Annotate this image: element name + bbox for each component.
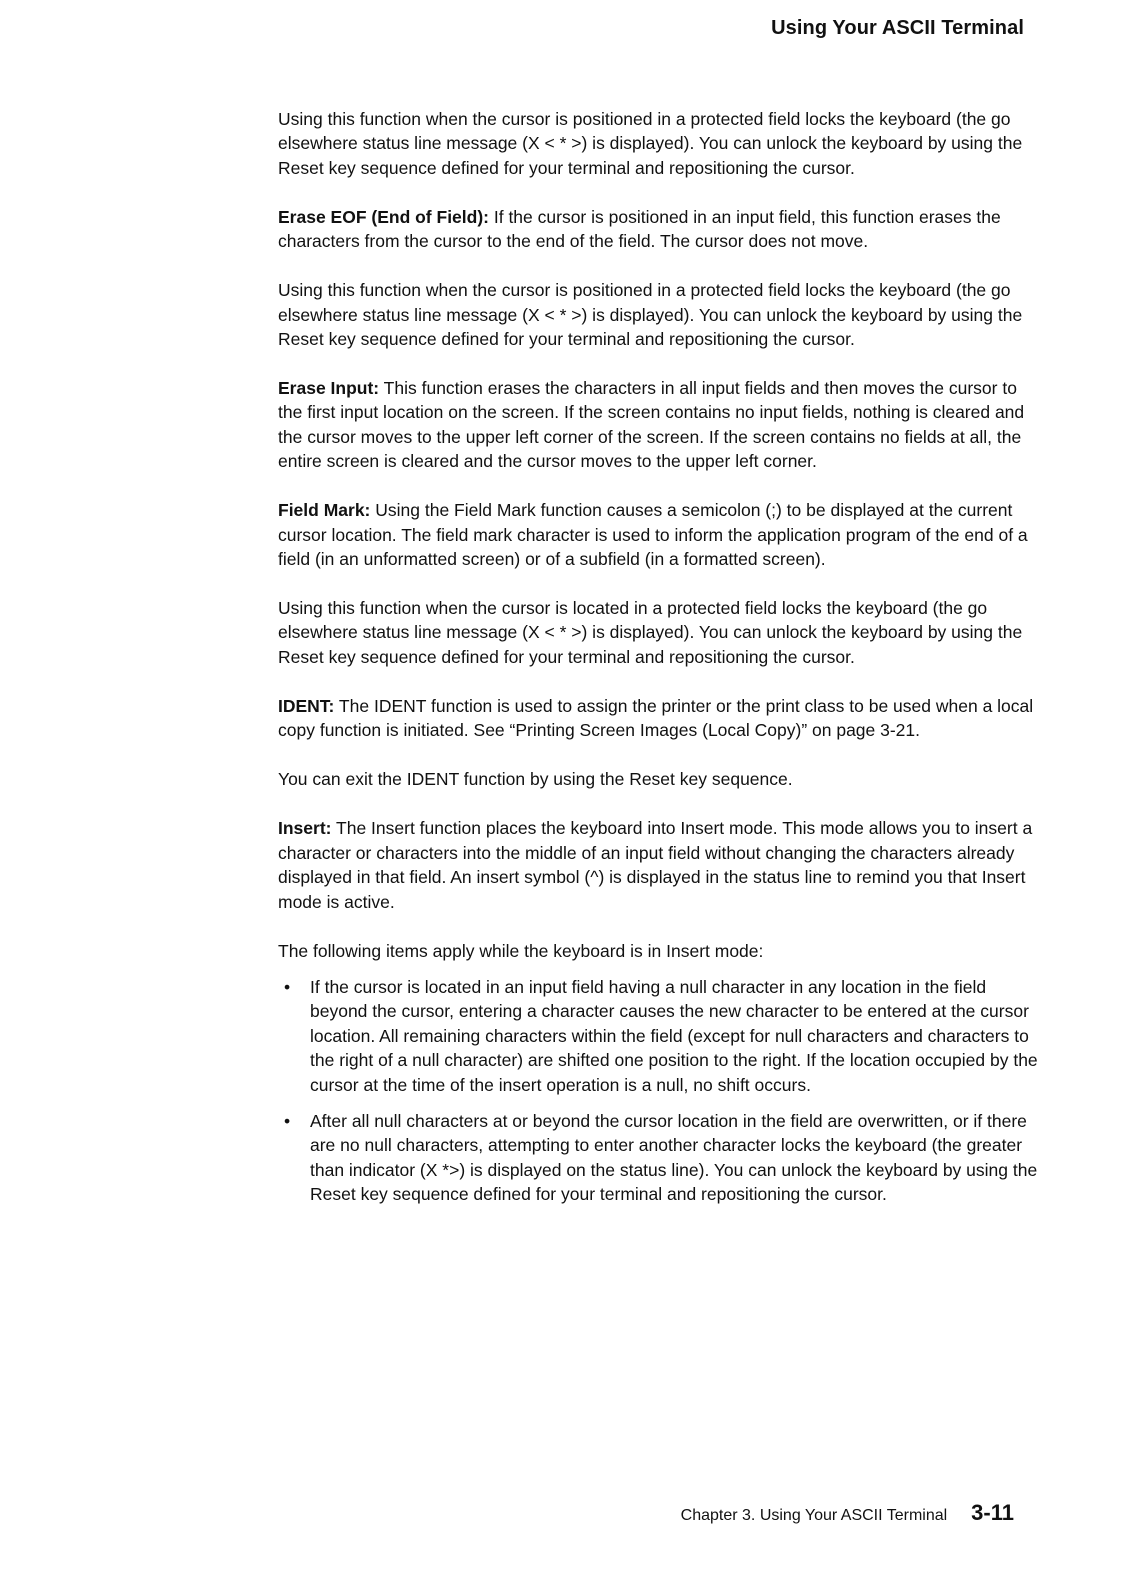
term-erase-input: Erase Input: [278, 378, 380, 399]
paragraph-protected-field-2: Using this function when the cursor is positioned in a protected field locks the keyboard (the go elsewhere status line message (X < * >) is displayed). You can unlock the keyboard by using the Reset key sequence defined for your terminal and repositioning the cursor. [278, 280, 1023, 350]
bullet-icon: • [284, 976, 291, 997]
paragraph-field-mark [278, 498, 1038, 571]
paragraph-erase-eof [278, 205, 1038, 254]
document-body [278, 107, 1038, 1219]
paragraph-protected-field-3: Using this function when the cursor is located in a protected field locks the keyboard (the go elsewhere status line message (X < * >) is displayed). You can unlock the keyboard by using the Reset key sequence defined for your terminal and repositioning the cursor. [278, 598, 1023, 667]
page-footer [681, 1500, 1014, 1526]
definition-ident: The IDENT function is used to assign the printer or the print class to be used when a local copy function is initiated. See “Printing Screen Images (Local Copy)” on page 3-21. [278, 695, 1034, 741]
insert-mode-list [278, 975, 1038, 1207]
term-insert: Insert: [278, 818, 332, 839]
bullet-icon: • [284, 1110, 291, 1131]
footer-chapter: Chapter 3. Using Your ASCII Terminal [680, 1507, 948, 1524]
page-number: 3-11 [971, 1500, 1014, 1525]
definition-insert: The Insert function places the keyboard into Insert mode. This mode allows you to insert a character or characters into the middle of an input field without changing the characters already displayed in that field. An insert symbol (^) is displayed in the status line to remind you that Insert mode is active. [278, 818, 1033, 912]
definition-field-mark: Using the Field Mark function causes a semicolon (;) to be displayed at the current cursor location. The field mark character is used to inform the application program of the end of a field (in an unformatted screen) or of a subfield (in a formatted screen). [278, 500, 1028, 570]
paragraph-ident [278, 694, 1038, 743]
definition-erase-eof: If the cursor is positioned in an input field, this function erases the characters from the cursor to the end of the field. The cursor does not move. [278, 206, 1001, 252]
term-ident: IDENT: [278, 695, 335, 716]
term-field-mark: Field Mark: [278, 500, 371, 521]
definition-erase-input: This function erases the characters in all input fields and then moves the cursor to the first input location on the screen. If the screen contains no input fields, nothing is cleared and the cursor moves to the upper left corner of the screen. If the screen contains no fields at all, the entire screen is cleared and the cursor moves to the upper left corner. [278, 378, 1025, 472]
paragraph-exit-ident: You can exit the IDENT function by using the Reset key sequence. [278, 769, 793, 790]
list-item [278, 975, 1038, 1097]
paragraph-erase-input [278, 376, 1038, 474]
list-item-text: After all null characters at or beyond the cursor location in the field are overwritten, or if there are no null characters, attempting to enter another character locks the keyboard (the greater than indicator (X *>) is displayed on the status line). You can unlock the keyboard by using the Reset key sequence defined for your terminal and repositioning the cursor. [310, 1110, 1038, 1205]
running-header: Using Your ASCII Terminal [771, 17, 1024, 39]
paragraph-protected-field-1: Using this function when the cursor is positioned in a protected field locks the keyboard (the go elsewhere status line message (X < * >) is displayed). You can unlock the keyboard by using the Reset key sequence defined for your terminal and repositioning the cursor. [278, 109, 1023, 178]
list-item-text: If the cursor is located in an input field having a null character in any location in the field beyond the cursor, entering a character causes the new character to be entered at the cursor location. All remaining characters within the field (except for null characters and characters to the right of a null character) are shifted one position to the right. If the location occupied by the cursor at the time of the insert operation is a null, no shift occurs. [310, 976, 1038, 1095]
paragraph-insert [278, 816, 1038, 914]
list-item [278, 1109, 1038, 1207]
paragraph-insert-mode-intro: The following items apply while the keyboard is in Insert mode: [278, 940, 764, 961]
term-erase-eof: Erase EOF (End of Field): [278, 206, 489, 227]
